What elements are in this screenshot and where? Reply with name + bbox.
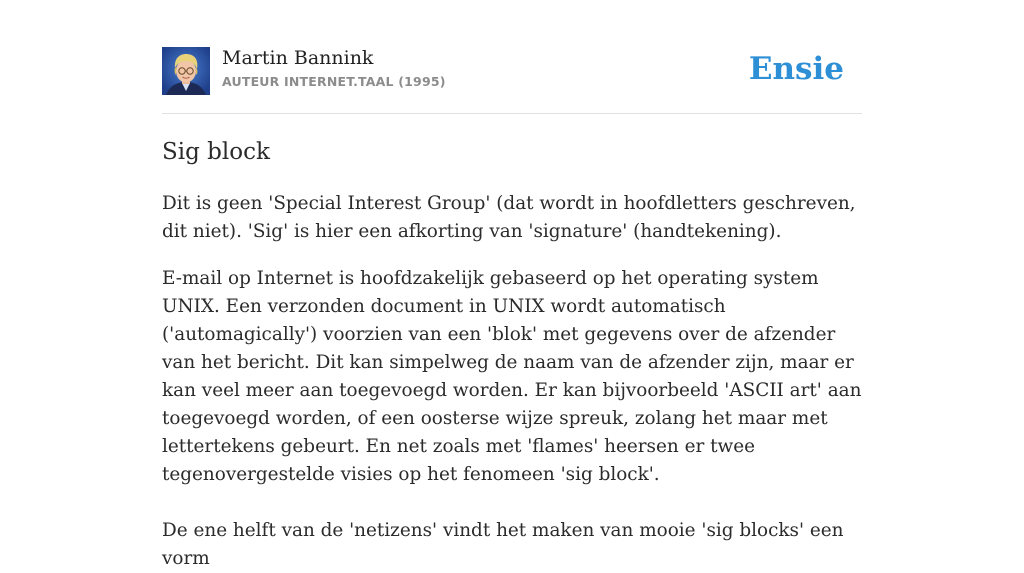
ensie-logo[interactable]: Ensie — [748, 51, 844, 87]
author-role: AUTEUR INTERNET.TAAL (1995) — [222, 74, 446, 89]
author-avatar[interactable] — [162, 47, 210, 95]
author-name[interactable]: Martin Bannink — [222, 47, 374, 69]
header-divider — [162, 113, 862, 114]
article-paragraph: De ene helft van de 'netizens' vindt het maken van mooie 'sig blocks' een vorm — [162, 520, 844, 569]
author-header — [162, 46, 862, 96]
article — [162, 136, 864, 573]
article-title: Sig block — [162, 139, 270, 165]
article-paragraph: Dit is geen 'Special Interest Group' (dat wordt in hoofdletters geschreven, dit niet). 'Sig' is hier een afkorting van 'signature' (handtekening). — [162, 193, 856, 242]
article-paragraph: E-mail op Internet is hoofdzakelijk gebaseerd op het operating system UNIX. Een verzonden document in UNIX wordt automatisch ('automagically') voorzien van een 'blok' met gegevens over de afzender van het bericht. Dit kan simpelweg de naam van de afzender zijn, maar er kan veel meer aan toegevoegd worden. Er kan bijvoorbeeld 'ASCII art' aan toegevoegd worden, of een oosterse wijze spreuk, zolang het maar met lettertekens gebeurt. En net zoals met 'flames' heersen er twee tegenovergestelde visies op het fenomeen 'sig block'. — [162, 268, 862, 485]
author-photo-icon — [162, 47, 210, 95]
